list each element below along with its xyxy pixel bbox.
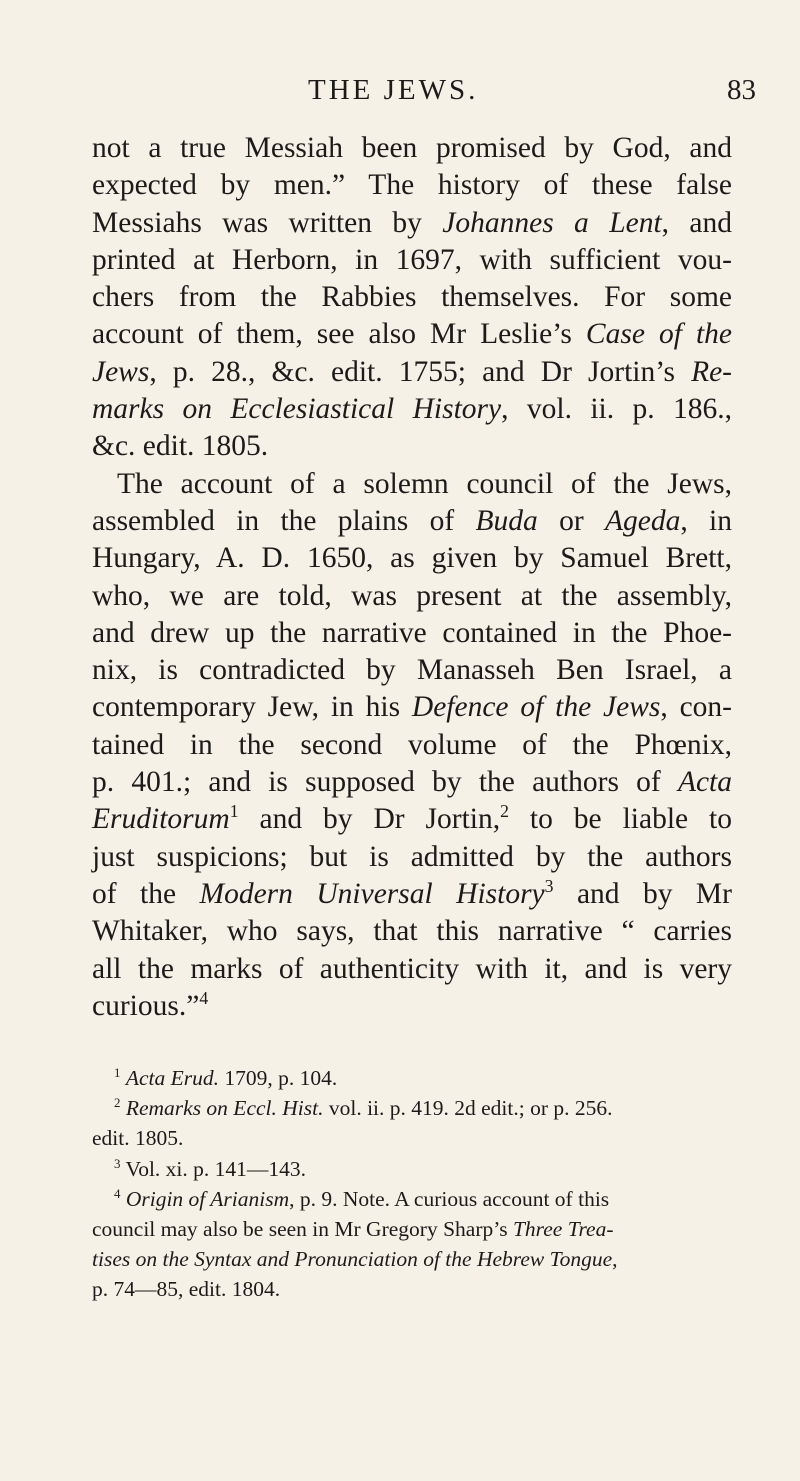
italic-title: Case of the bbox=[585, 318, 732, 351]
footnote-ref: 4 bbox=[199, 988, 209, 1008]
text-line: marks on Ecclesiastical History, vol. ii. p. 186., bbox=[92, 393, 732, 426]
text-line: The account of a solemn council of the Jews, bbox=[117, 467, 732, 500]
text-line: p. 401.; and is supposed by the authors of Acta bbox=[92, 766, 732, 799]
footnote-continuation: edit. 1805. bbox=[92, 1126, 184, 1151]
text-line: and drew up the narrative contained in the Phoe- bbox=[92, 616, 732, 649]
text-line: expected by men.” The history of these false bbox=[92, 169, 732, 202]
footnote-ref: 2 bbox=[500, 801, 509, 822]
body-text bbox=[92, 130, 732, 1025]
footnote: $^4$ Origin of Arianism, p. 9. Note. A curious account of this bbox=[114, 1186, 610, 1211]
footnote-ref: 3 bbox=[544, 876, 554, 897]
footnote: $^3$ Vol. xi. p. 141—143. bbox=[114, 1156, 307, 1181]
footnote-continuation: council may also be seen in Mr Gregory Sharp’s Three Trea- bbox=[92, 1216, 614, 1241]
text-line: assembled in the plains of Buda or Ageda, in bbox=[92, 504, 732, 537]
footnote-ref: 1 bbox=[229, 801, 239, 822]
text-line: Hungary, A. D. 1650, as given by Samuel Brett, bbox=[92, 542, 732, 575]
text-line: curious.”$^4$ bbox=[92, 988, 209, 1022]
italic-title: Jews bbox=[92, 355, 150, 388]
footnote: $^2$ Remarks on Eccl. Hist. vol. ii. p. 419. 2d edit.; or p. 256. bbox=[114, 1096, 613, 1121]
footnote-continuation: p. 74—85, edit. 1804. bbox=[92, 1277, 281, 1302]
italic-title: Modern Universal History bbox=[199, 877, 545, 910]
footnote-number: 1 bbox=[114, 1065, 121, 1080]
footnotes bbox=[92, 1063, 732, 1305]
running-title: THE JEWS. bbox=[308, 74, 479, 106]
text-line: not a true Messiah been promised by God, and bbox=[92, 132, 732, 164]
footnote: $^1$ Acta Erud. 1709, p. 104. bbox=[114, 1065, 338, 1090]
italic-place: Ageda bbox=[604, 504, 681, 537]
text-line: who, we are told, was present at the assembly, bbox=[92, 579, 732, 612]
footnote-number: 2 bbox=[114, 1096, 121, 1111]
text-line: just suspicions; but is admitted by the authors bbox=[92, 840, 732, 873]
text-line: Whitaker, who says, that this narrative “ carries bbox=[92, 915, 732, 948]
italic-title: Acta bbox=[677, 766, 732, 799]
italic-title: Re- bbox=[691, 355, 732, 388]
page-number: 83 bbox=[727, 74, 756, 106]
text-line: Eruditorum$^1$ and by Dr Jortin,$^2$ to be liable to bbox=[92, 801, 732, 836]
footnote-number: 3 bbox=[114, 1156, 121, 1171]
text-line: Messiahs was written by Johannes a Lent, and bbox=[92, 206, 732, 239]
running-head bbox=[0, 74, 800, 114]
italic-title: Johannes a Lent bbox=[442, 206, 662, 239]
italic-place: Buda bbox=[475, 504, 538, 537]
text-line: account of them, see also Mr Leslie’s Case of the bbox=[92, 318, 732, 351]
text-line: &c. edit. 1805. bbox=[92, 430, 269, 463]
italic-title: Eruditorum bbox=[92, 803, 230, 836]
text-line: chers from the Rabbies themselves. For some bbox=[92, 281, 732, 314]
text-line: all the marks of authenticity with it, and is very bbox=[92, 952, 732, 985]
text-line: of the Modern Universal History$^3$ and by Mr bbox=[92, 876, 732, 910]
text-line: nix, is contradicted by Manasseh Ben Israel, a bbox=[92, 654, 732, 687]
text-line: printed at Herborn, in 1697, with sufficient vou- bbox=[92, 243, 732, 276]
footnote-continuation: tises on the Syntax and Pronunciation of the Hebrew Tongue, bbox=[92, 1247, 618, 1272]
italic-title: Defence of the Jews bbox=[411, 691, 661, 724]
text-line: tained in the second volume of the Phœnix, bbox=[92, 728, 732, 761]
text-line: contemporary Jew, in his Defence of the Jews, con- bbox=[92, 691, 733, 724]
italic-title: marks on Ecclesiastical History bbox=[92, 393, 502, 426]
footnote-number: 4 bbox=[114, 1186, 121, 1201]
text-line: Jews, p. 28., &c. edit. 1755; and Dr Jortin’s Re- bbox=[92, 355, 732, 388]
